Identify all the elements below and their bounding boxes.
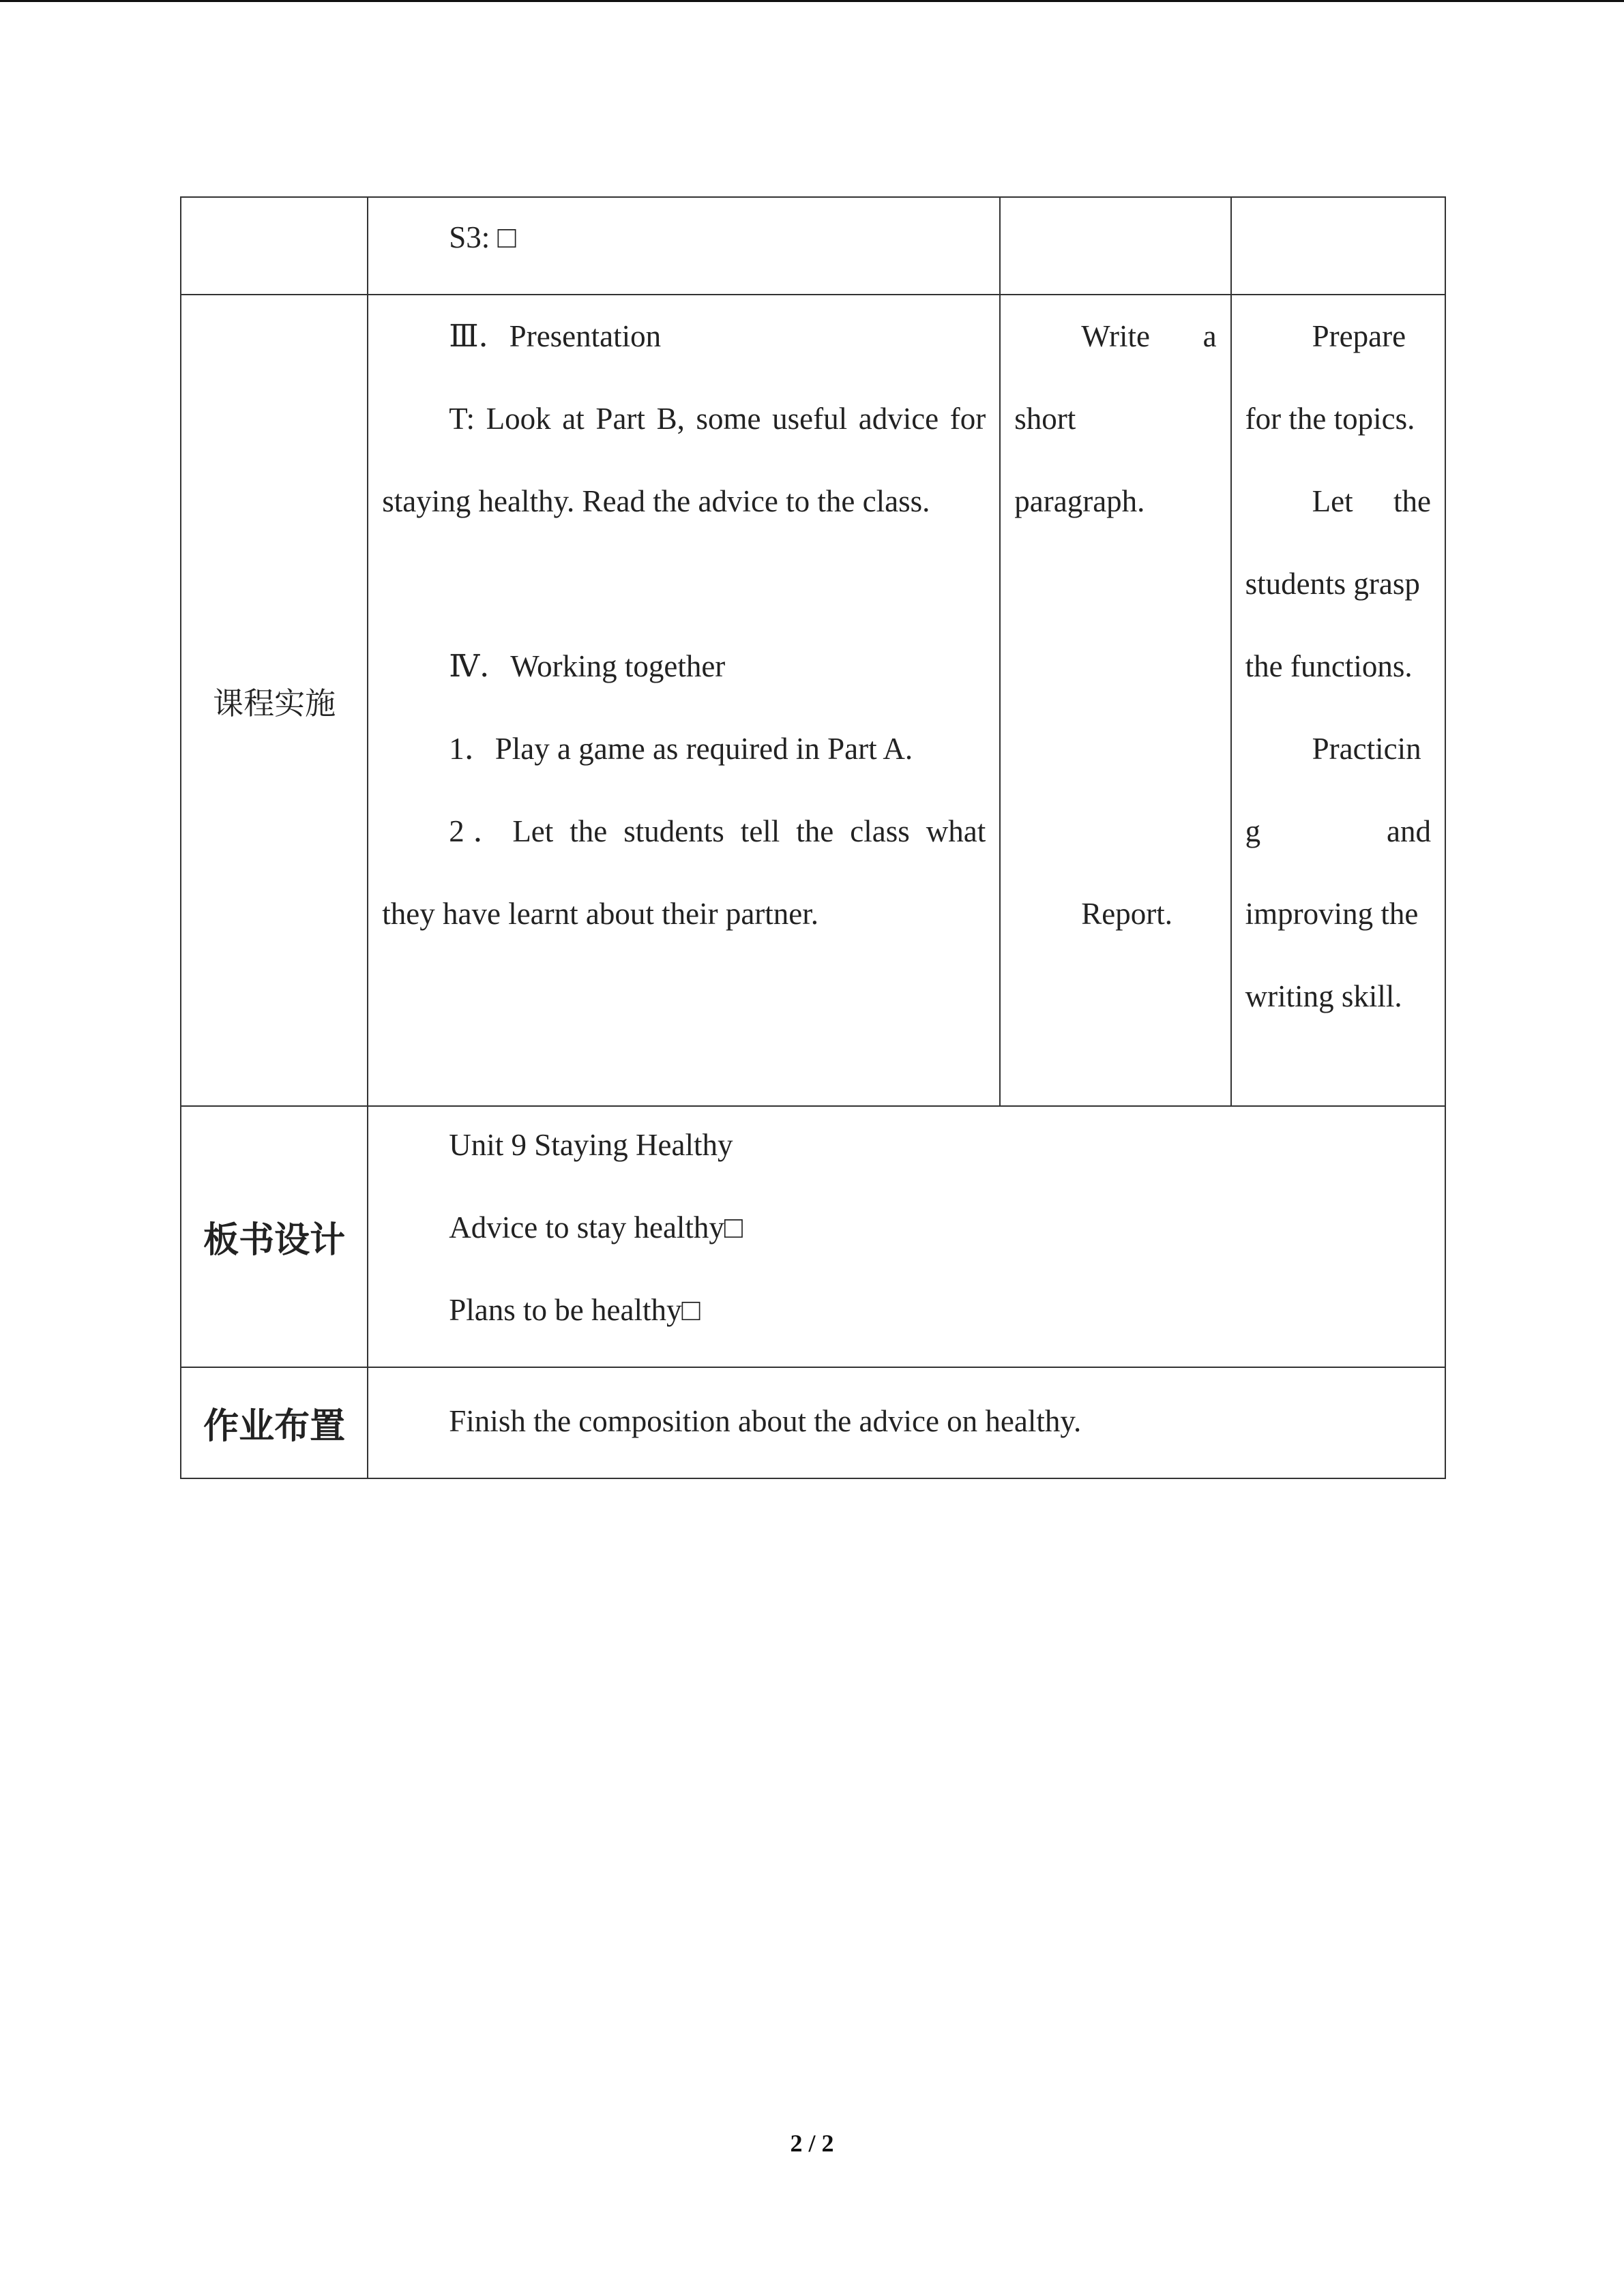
content-line: Ⅳ．Working together xyxy=(449,649,726,683)
implementation-content-cell xyxy=(368,295,1000,1106)
homework-line: Finish the composition about the advice on healthy. xyxy=(449,1404,1082,1438)
content-line: 2．Let the students tell the class what xyxy=(449,814,986,848)
blank-line xyxy=(1014,805,1216,888)
purpose-line: Let the xyxy=(1312,484,1431,518)
activity-line: short xyxy=(1014,402,1076,436)
lesson-plan-table xyxy=(180,196,1446,1479)
purpose-cell xyxy=(1231,295,1445,1106)
row1-activity-cell xyxy=(1000,197,1230,295)
table-row xyxy=(181,197,1445,295)
activity-line: Report. xyxy=(1081,897,1173,931)
content-line: T: Look at Part B, some useful advice for xyxy=(449,402,986,436)
row1-content-cell xyxy=(368,197,1000,295)
blackboard-line: Unit 9 Staying Healthy xyxy=(449,1128,733,1162)
purpose-line: students grasp xyxy=(1245,567,1420,601)
blackboard-design-label: 板书设计 xyxy=(203,1220,346,1261)
purpose-line: for the topics. xyxy=(1245,402,1415,436)
purpose-line: improving the xyxy=(1245,897,1419,931)
activity-line: Write a xyxy=(1081,319,1217,353)
row1-label-cell xyxy=(181,197,368,295)
blackboard-content-cell xyxy=(368,1106,1445,1367)
top-border-line xyxy=(0,0,1624,2)
s3-line: S3: □ xyxy=(449,220,516,254)
blackboard-line: Plans to be healthy□ xyxy=(449,1293,700,1327)
blank-line xyxy=(1014,640,1216,723)
implementation-label: 课程实施 xyxy=(213,685,336,721)
content-line: staying healthy. Read the advice to the class. xyxy=(382,484,930,518)
purpose-line: Practicin xyxy=(1312,732,1421,766)
table-row xyxy=(181,295,1445,1106)
purpose-line: g and xyxy=(1245,814,1431,848)
implementation-label-cell xyxy=(181,295,368,1106)
page-number: 2 / 2 xyxy=(790,2130,834,2157)
row1-purpose-cell xyxy=(1231,197,1445,295)
homework-label: 作业布置 xyxy=(203,1406,346,1447)
content-line: 1．Play a game as required in Part A. xyxy=(449,732,913,766)
table-row xyxy=(181,1367,1445,1478)
purpose-line: Prepare xyxy=(1312,319,1406,353)
blackboard-label-cell xyxy=(181,1106,368,1367)
activity-line: paragraph. xyxy=(1014,484,1145,518)
homework-content-cell xyxy=(368,1367,1445,1478)
content-line: Ⅲ．Presentation xyxy=(449,319,662,353)
blank-line xyxy=(1014,723,1216,805)
activity-cell xyxy=(1000,295,1230,1106)
purpose-line: writing skill. xyxy=(1245,979,1402,1013)
blank-line xyxy=(1014,558,1216,640)
homework-label-cell xyxy=(181,1367,368,1478)
blank-line xyxy=(382,558,986,640)
blackboard-line: Advice to stay healthy□ xyxy=(449,1210,743,1244)
content-line: they have learnt about their partner. xyxy=(382,897,819,931)
table-row xyxy=(181,1106,1445,1367)
purpose-line: the functions. xyxy=(1245,649,1413,683)
